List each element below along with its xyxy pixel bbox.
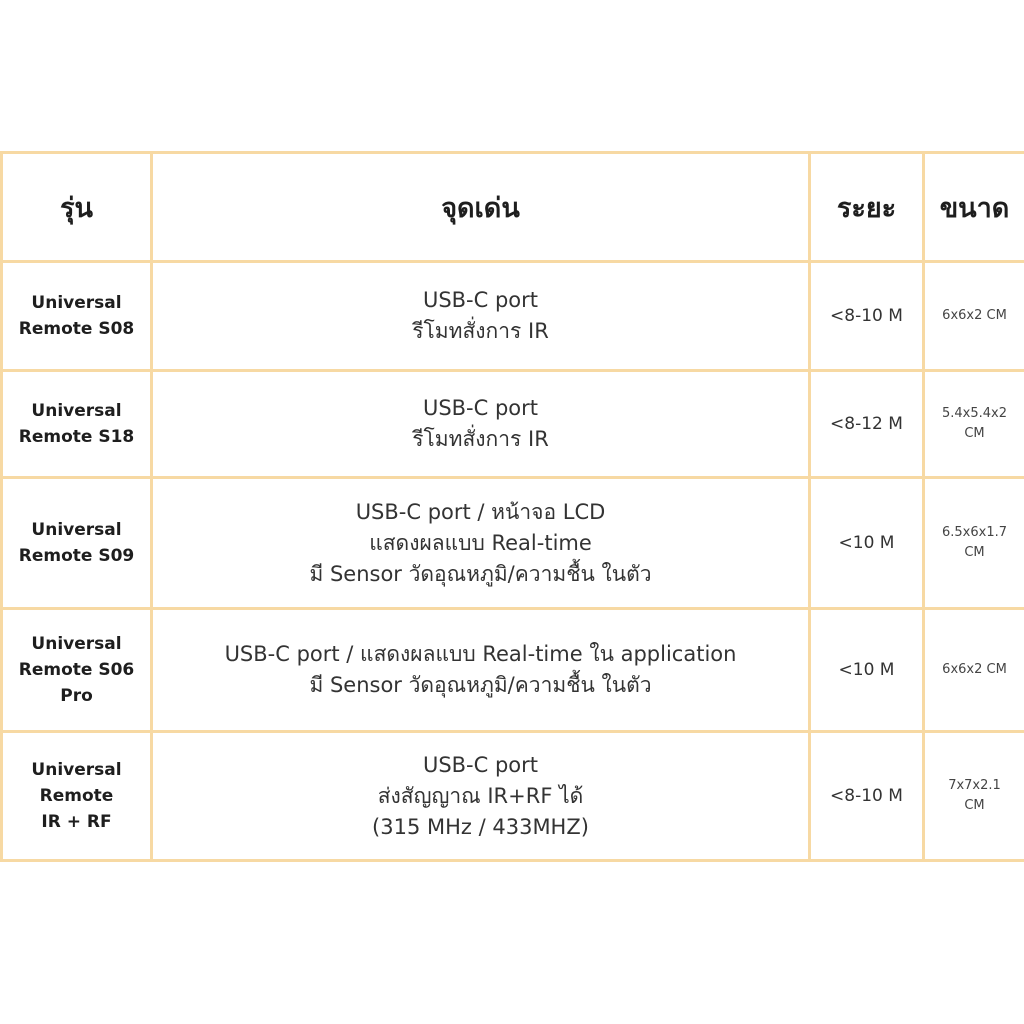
size-cell xyxy=(924,732,1024,861)
model-line: Universal xyxy=(31,760,122,780)
model-cell xyxy=(2,262,152,371)
range-cell: <8-10 M xyxy=(810,732,924,861)
range-cell: <8-12 M xyxy=(810,371,924,478)
feature-line: รีโมทสั่งการ IR xyxy=(412,319,549,343)
model-cell xyxy=(2,478,152,609)
feature-line: ส่งสัญญาณ IR+RF ได้ xyxy=(377,783,584,808)
feature-line: USB-C port / หน้าจอ LCD xyxy=(355,499,606,524)
size-line: 6x6x2 CM xyxy=(942,662,1007,677)
feature-cell xyxy=(152,732,810,861)
range-cell: <10 M xyxy=(810,478,924,609)
feature-line: USB-C port xyxy=(422,752,539,777)
table-row xyxy=(2,371,1024,478)
feature-cell xyxy=(152,371,810,478)
size-cell xyxy=(924,609,1024,732)
table-row xyxy=(2,262,1024,371)
model-line: Universal xyxy=(31,520,122,540)
size-cell xyxy=(924,371,1024,478)
spec-table xyxy=(0,151,1024,862)
feature-line: USB-C port xyxy=(422,288,539,312)
model-cell xyxy=(2,371,152,478)
size-line: 6.5x6x1.7 xyxy=(941,525,1007,540)
model-line: Universal xyxy=(31,293,122,313)
model-line: Remote S08 xyxy=(18,319,135,339)
feature-line: USB-C port / แสดงผลแบบ Real-time ใน application xyxy=(224,642,737,666)
size-line: 6x6x2 CM xyxy=(942,308,1007,323)
header-row xyxy=(2,153,1024,262)
feature-line: USB-C port xyxy=(422,396,539,420)
header-size: ขนาด xyxy=(924,153,1024,262)
size-line: 5.4x5.4x2 xyxy=(941,406,1007,421)
feature-line: แสดงผลแบบ Real-time xyxy=(369,530,592,555)
size-cell xyxy=(924,478,1024,609)
header-model: รุ่น xyxy=(2,153,152,262)
feature-line: รีโมทสั่งการ IR xyxy=(412,427,549,451)
size-line: CM xyxy=(964,545,985,560)
model-line: Remote S18 xyxy=(18,427,135,447)
feature-cell xyxy=(152,609,810,732)
feature-line: มี Sensor วัดอุณหภูมิ/ความชื้น ในตัว xyxy=(309,673,652,697)
model-cell xyxy=(2,609,152,732)
model-line: Universal xyxy=(31,634,122,654)
header-range: ระยะ xyxy=(810,153,924,262)
table-row xyxy=(2,478,1024,609)
size-line: CM xyxy=(964,426,985,441)
model-line: Remote S09 xyxy=(18,546,135,566)
range-cell: <10 M xyxy=(810,609,924,732)
range-cell: <8-10 M xyxy=(810,262,924,371)
model-line: Remote S06 xyxy=(18,660,135,680)
header-features: จุดเด่น xyxy=(152,153,810,262)
table-row xyxy=(2,609,1024,732)
size-cell xyxy=(924,262,1024,371)
feature-line: มี Sensor วัดอุณหภูมิ/ความชื้น ในตัว xyxy=(309,561,652,586)
table-row xyxy=(2,732,1024,861)
model-line: Pro xyxy=(60,686,93,706)
feature-cell xyxy=(152,262,810,371)
feature-line: (315 MHz / 433MHZ) xyxy=(372,814,589,839)
size-line: 7x7x2.1 xyxy=(948,778,1001,793)
model-line: Universal xyxy=(31,401,122,421)
model-line: Remote xyxy=(39,786,114,806)
feature-cell xyxy=(152,478,810,609)
size-line: CM xyxy=(964,798,985,813)
model-cell xyxy=(2,732,152,861)
model-line: IR + RF xyxy=(41,812,112,832)
